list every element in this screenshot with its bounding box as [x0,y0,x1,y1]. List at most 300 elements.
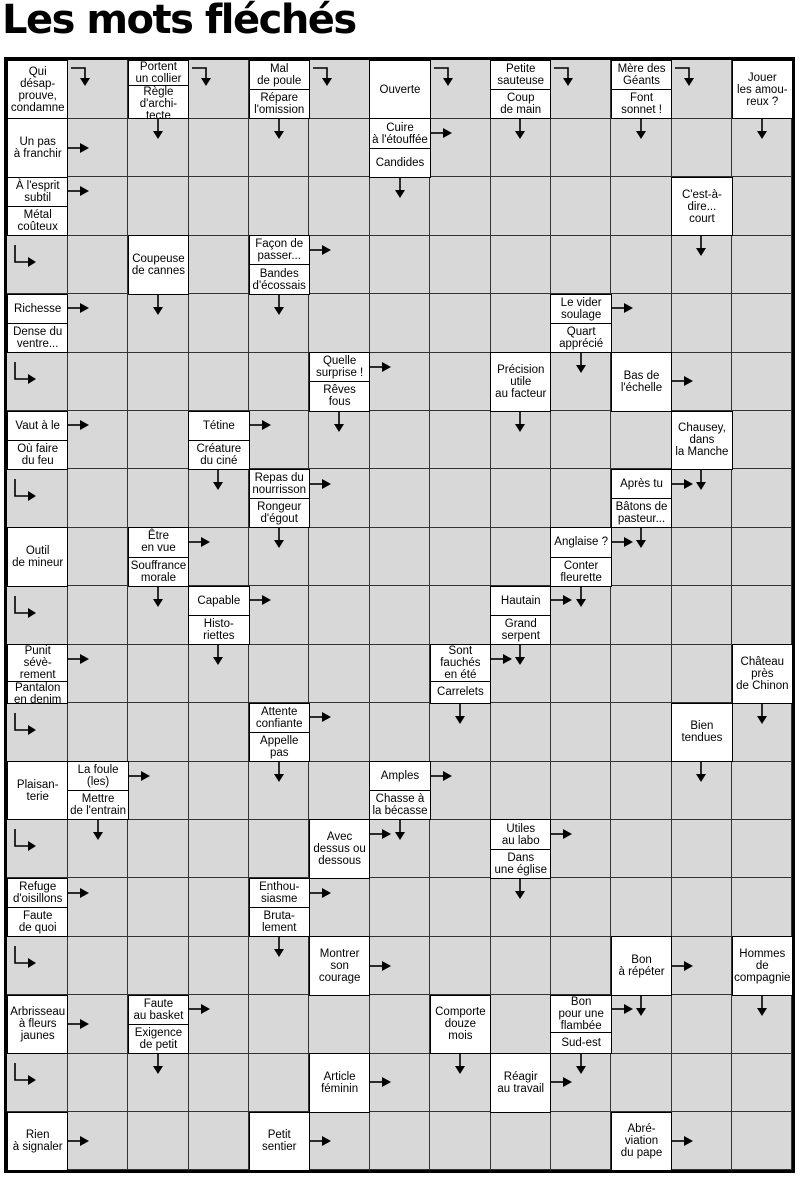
clue-text: Souffrance morale [129,557,188,586]
clue-cell [7,294,68,353]
clue-cell [611,60,672,119]
letter-cell[interactable] [128,644,189,703]
clue-text: Hautain [500,594,541,607]
letter-cell[interactable] [249,644,310,703]
clue-text: Richesse [14,302,62,315]
letter-cell[interactable] [611,819,672,878]
clue-text: Après tu [620,478,663,491]
clue-text: Ouverte [379,83,421,96]
letter-cell[interactable] [309,177,370,236]
clue-text: Chasse à la bécasse [370,790,429,819]
clue-text: Punit sévè- rement [19,645,56,682]
clue-cell [611,1112,672,1171]
clue-text: La foule (les) [77,764,119,789]
letter-cell[interactable] [732,294,793,353]
letter-cell[interactable] [550,411,611,470]
clue-text: Rêves fous [310,381,369,410]
clue-cell [309,352,370,411]
letter-cell[interactable] [490,761,551,820]
letter-cell[interactable] [188,235,249,294]
clue-text: Petit sentier [261,1129,297,1154]
arrow-right-icon [189,996,215,1022]
clue-text: Pantalon en denim [8,681,67,706]
arrow-down-icon [266,937,292,963]
letter-cell[interactable] [732,352,793,411]
letter-cell[interactable] [188,878,249,937]
letter-cell[interactable] [430,177,491,236]
arrow-right-down-icon [432,64,458,90]
letter-cell[interactable] [249,177,310,236]
clue-text: Dense du ventre... [8,323,67,352]
clue-cell [671,703,732,762]
clue-text: Sont fauchés en été [440,645,481,682]
letter-cell[interactable] [309,995,370,1054]
letter-cell[interactable] [188,294,249,353]
clue-text: Hommes de compagnie [734,948,791,985]
arrow-down-icon [749,119,775,145]
letter-cell[interactable] [430,352,491,411]
clue-text: À l'esprit subtil [15,179,60,204]
clue-text: Appelle pas [250,732,309,761]
clue-cell [128,235,189,294]
letter-cell[interactable] [369,469,430,528]
clue-text: Cuire à l'étouffée [372,121,428,146]
arrow-down-icon [688,762,714,788]
letter-cell[interactable] [188,1053,249,1112]
letter-cell[interactable] [732,177,793,236]
arrow-right-icon [68,1128,94,1154]
letter-cell[interactable] [369,411,430,470]
letter-cell[interactable] [128,469,189,528]
clue-cell [369,761,430,820]
letter-cell[interactable] [67,586,128,645]
clue-text: Quelle surprise ! [315,355,364,380]
letter-cell[interactable] [611,761,672,820]
clue-text: Mettre de l'entrain [68,790,127,819]
clue-cell [369,60,430,119]
letter-cell[interactable] [611,644,672,703]
letter-cell[interactable] [369,527,430,586]
letter-cell[interactable] [369,703,430,762]
arrow-right-icon [250,412,276,438]
clue-text: Mal de poule [257,63,302,88]
letter-cell[interactable] [188,1112,249,1171]
clue-cell [7,118,68,177]
arrow-right-icon [672,1128,698,1154]
letter-cell[interactable] [309,118,370,177]
letter-cell[interactable] [249,819,310,878]
letter-cell[interactable] [430,294,491,353]
clue-text: Candides [370,148,429,177]
clue-text: Carrelets [431,681,490,702]
arrow-right-down-icon [190,64,216,90]
letter-cell[interactable] [188,352,249,411]
letter-cell[interactable] [369,586,430,645]
arrow-right-icon [672,953,698,979]
clue-cell [249,60,310,119]
letter-cell[interactable] [550,761,611,820]
letter-cell[interactable] [188,819,249,878]
clue-text: Jouer les amou- reux ? [737,71,788,108]
clue-text: Bien tendues [681,720,723,745]
clue-text: Dans une église [491,849,550,878]
arrow-right-icon [551,821,577,847]
arrow-down-icon [568,1054,594,1080]
arrow-down-icon [145,1054,171,1080]
letter-cell[interactable] [550,177,611,236]
letter-cell[interactable] [369,294,430,353]
clue-text: Font sonnet ! [612,89,671,118]
letter-cell[interactable] [128,352,189,411]
clue-text: Exigence de petit [129,1024,188,1053]
clue-cell [128,527,189,586]
arrow-right-icon [250,587,276,613]
letter-cell[interactable] [430,819,491,878]
crossword-grid [4,57,795,1173]
letter-cell[interactable] [369,644,430,703]
letter-cell[interactable] [369,1112,430,1171]
arrow-down-icon [628,528,654,554]
letter-cell[interactable] [128,411,189,470]
clue-text: Faute au basket [133,997,184,1022]
letter-cell[interactable] [67,527,128,586]
arrow-right-icon [68,135,94,161]
letter-cell[interactable] [671,878,732,937]
clue-cell [550,294,611,353]
letter-cell[interactable] [67,936,128,995]
clue-text: Bas de l'échelle [620,369,663,394]
clue-cell [249,878,310,937]
letter-cell[interactable] [67,235,128,294]
letter-cell[interactable] [732,1053,793,1112]
letter-cell[interactable] [611,177,672,236]
letter-cell[interactable] [611,878,672,937]
letter-cell[interactable] [490,177,551,236]
clue-text: Rien à signaler [12,1129,63,1154]
clue-text: Coupeuse de cannes [131,252,185,277]
letter-cell[interactable] [309,527,370,586]
arrow-bent-right-icon [11,362,37,388]
clue-cell [671,411,732,470]
letter-cell[interactable] [490,936,551,995]
clue-cell [611,469,672,528]
letter-cell[interactable] [550,644,611,703]
arrow-bent-right-icon [11,829,37,855]
letter-cell[interactable] [732,411,793,470]
letter-cell[interactable] [671,644,732,703]
clue-text: Bandes d'écossais [250,264,309,293]
letter-cell[interactable] [128,1112,189,1171]
letter-cell[interactable] [67,703,128,762]
clue-text: Article féminin [321,1070,359,1095]
arrow-down-icon [688,470,714,496]
clue-text: Château près de Chinon [736,655,789,692]
clue-text: Quart apprécié [551,323,610,352]
clue-cell [128,60,189,122]
arrow-right-icon [431,763,457,789]
arrow-down-icon [266,119,292,145]
letter-cell[interactable] [430,936,491,995]
letter-cell[interactable] [611,703,672,762]
arrow-down-icon [507,119,533,145]
letter-cell[interactable] [249,352,310,411]
letter-cell[interactable] [490,235,551,294]
arrow-bent-right-icon [11,1063,37,1089]
letter-cell[interactable] [67,352,128,411]
clue-text: Histo- riettes [189,615,248,644]
clue-cell [490,819,551,878]
clue-cell [490,60,551,119]
letter-cell[interactable] [490,1112,551,1171]
letter-cell[interactable] [309,294,370,353]
clue-text: Bon pour une flambée [558,995,604,1032]
letter-cell[interactable] [732,469,793,528]
clue-cell [7,527,68,586]
letter-cell[interactable] [550,235,611,294]
arrow-right-icon [68,880,94,906]
letter-cell[interactable] [430,527,491,586]
letter-cell[interactable] [490,294,551,353]
letter-cell[interactable] [309,644,370,703]
clue-text: Tétine [202,419,235,432]
arrow-down-icon [266,295,292,321]
letter-cell[interactable] [67,469,128,528]
clue-cell [188,411,249,470]
letter-cell[interactable] [732,819,793,878]
clue-cell [732,60,793,119]
letter-cell[interactable] [490,703,551,762]
letter-cell[interactable] [671,819,732,878]
clue-text: Bruta- lement [250,907,309,936]
clue-cell [550,995,611,1054]
clue-cell [611,936,672,995]
arrow-right-icon [68,178,94,204]
clue-text: Réagir au travail [497,1070,545,1095]
letter-cell[interactable] [128,819,189,878]
arrow-right-icon [68,1011,94,1037]
arrow-right-icon [672,368,698,394]
letter-cell[interactable] [490,469,551,528]
letter-cell[interactable] [732,761,793,820]
arrow-right-down-icon [552,64,578,90]
clue-text: Conter fleurette [551,557,610,586]
arrow-right-icon [370,1069,396,1095]
letter-cell[interactable] [188,703,249,762]
clue-text: Comporte douze mois [435,1006,486,1043]
clue-cell [67,761,128,820]
letter-cell[interactable] [369,995,430,1054]
clue-text: Outil de mineur [12,545,64,570]
letter-cell[interactable] [732,527,793,586]
arrow-right-icon [431,120,457,146]
letter-cell[interactable] [188,936,249,995]
letter-cell[interactable] [732,1112,793,1171]
clue-text: Arbrisseau à fleurs jaunes [10,1006,66,1043]
arrow-right-icon [310,880,336,906]
arrow-right-icon [68,412,94,438]
clue-text: Avec dessus ou dessous [313,831,366,868]
letter-cell[interactable] [550,1112,611,1171]
letter-cell[interactable] [490,995,551,1054]
clue-text: Façon de passer... [255,238,304,263]
letter-cell[interactable] [671,995,732,1054]
letter-cell[interactable] [369,878,430,937]
clue-text: Refuge d'oisillons [12,880,63,905]
clue-cell [7,761,68,820]
arrow-right-icon [189,529,215,555]
clue-text: Vaut à le [15,419,60,432]
clue-text: Mère des Géants [617,63,666,88]
clue-text: Faute de quoi [8,907,67,936]
clue-cell [7,177,68,236]
arrow-down-icon [205,645,231,671]
letter-cell[interactable] [369,235,430,294]
clue-text: Rongeur d'égout [250,498,309,527]
arrow-right-icon [310,704,336,730]
clue-text: Le vider soulage [560,296,602,321]
clue-text: Plaisan- terie [16,778,59,803]
clue-cell [7,60,68,119]
clue-text: Métal coûteux [8,206,67,235]
arrow-down-icon [85,820,111,846]
letter-cell[interactable] [550,469,611,528]
arrow-down-icon [749,704,775,730]
clue-cell [430,644,491,703]
clue-cell [7,878,68,937]
clue-cell [309,936,370,995]
arrow-down-icon [205,470,231,496]
letter-cell[interactable] [188,761,249,820]
letter-cell[interactable] [188,118,249,177]
arrow-right-icon [310,1128,336,1154]
letter-cell[interactable] [550,878,611,937]
arrow-down-icon [387,178,413,204]
clue-text: Créature du ciné [189,440,248,469]
letter-cell[interactable] [309,761,370,820]
clue-cell [611,352,672,411]
letter-cell[interactable] [309,586,370,645]
clue-cell [249,1112,310,1171]
clue-text: Enthou- siasme [259,880,300,905]
letter-cell[interactable] [249,1053,310,1112]
clue-text: Coup de main [491,89,550,118]
letter-cell[interactable] [732,235,793,294]
letter-cell[interactable] [611,235,672,294]
clue-text: Portent un collier [135,61,182,85]
letter-cell[interactable] [611,586,672,645]
letter-cell[interactable] [128,177,189,236]
letter-cell[interactable] [550,703,611,762]
clue-text: Abré- viation du pape [620,1123,663,1160]
arrow-right-down-icon [673,64,699,90]
arrow-right-icon [129,763,155,789]
letter-cell[interactable] [128,703,189,762]
clue-text: Règle d'archi- tecte [129,85,188,122]
letter-cell[interactable] [732,586,793,645]
arrow-right-icon [68,295,94,321]
letter-cell[interactable] [128,878,189,937]
arrow-right-icon [310,471,336,497]
clue-cell [309,1053,370,1112]
letter-cell[interactable] [67,1053,128,1112]
letter-cell[interactable] [430,235,491,294]
arrow-down-icon [145,587,171,613]
arrow-down-icon [447,1054,473,1080]
arrow-right-down-icon [311,64,337,90]
letter-cell[interactable] [430,1112,491,1171]
letter-cell[interactable] [671,1053,732,1112]
clue-text: Montrer son courage [318,948,361,985]
clue-cell [309,819,370,878]
clue-cell [128,995,189,1054]
letter-cell[interactable] [249,995,310,1054]
letter-cell[interactable] [671,586,732,645]
clue-text: Un pas à franchir [13,136,62,161]
arrow-right-icon [370,953,396,979]
arrow-right-icon [612,295,638,321]
letter-cell[interactable] [611,411,672,470]
letter-cell[interactable] [188,177,249,236]
clue-text: Capable [197,594,241,607]
clue-cell [249,469,310,528]
clue-text: Petite sauteuse [497,63,545,88]
letter-cell[interactable] [128,936,189,995]
clue-cell [671,177,732,236]
letter-cell[interactable] [550,936,611,995]
clue-cell [7,1112,68,1171]
letter-cell[interactable] [671,118,732,177]
clue-text: Attente confiante [255,705,303,730]
arrow-down-icon [387,820,413,846]
arrow-down-icon [749,996,775,1022]
clue-text: Anglaise ? [554,536,608,549]
letter-cell[interactable] [490,527,551,586]
arrow-bent-right-icon [11,479,37,505]
arrow-right-icon [310,237,336,263]
clue-text: C'est-à- dire... court [681,188,722,225]
clue-text: Sud-est [551,1032,610,1053]
arrow-down-icon [568,353,594,379]
arrow-bent-right-icon [11,596,37,622]
clue-cell [369,118,430,177]
letter-cell[interactable] [430,878,491,937]
arrow-right-icon [370,354,396,380]
clue-cell [430,995,491,1054]
clue-cell [188,586,249,645]
letter-cell[interactable] [671,527,732,586]
clue-cell [732,644,793,703]
letter-cell[interactable] [430,411,491,470]
clue-text: Bâtons de pasteur... [612,498,671,527]
clue-cell [7,995,68,1054]
clue-text: Chausey, dans la Manche [675,422,729,459]
letter-cell[interactable] [732,878,793,937]
clue-text: Grand serpent [491,615,550,644]
arrow-down-icon [628,996,654,1022]
clue-text: Bon à répéter [618,954,665,979]
letter-cell[interactable] [611,1053,672,1112]
clue-cell [249,703,310,762]
letter-cell[interactable] [550,118,611,177]
letter-cell[interactable] [430,586,491,645]
clue-text: Qui désap- prouve, condamne [10,65,65,114]
letter-cell[interactable] [430,469,491,528]
clue-cell [249,235,310,294]
arrow-down-icon [507,412,533,438]
clue-text: Où faire du feu [8,440,67,469]
letter-cell[interactable] [671,294,732,353]
arrow-down-icon [568,587,594,613]
